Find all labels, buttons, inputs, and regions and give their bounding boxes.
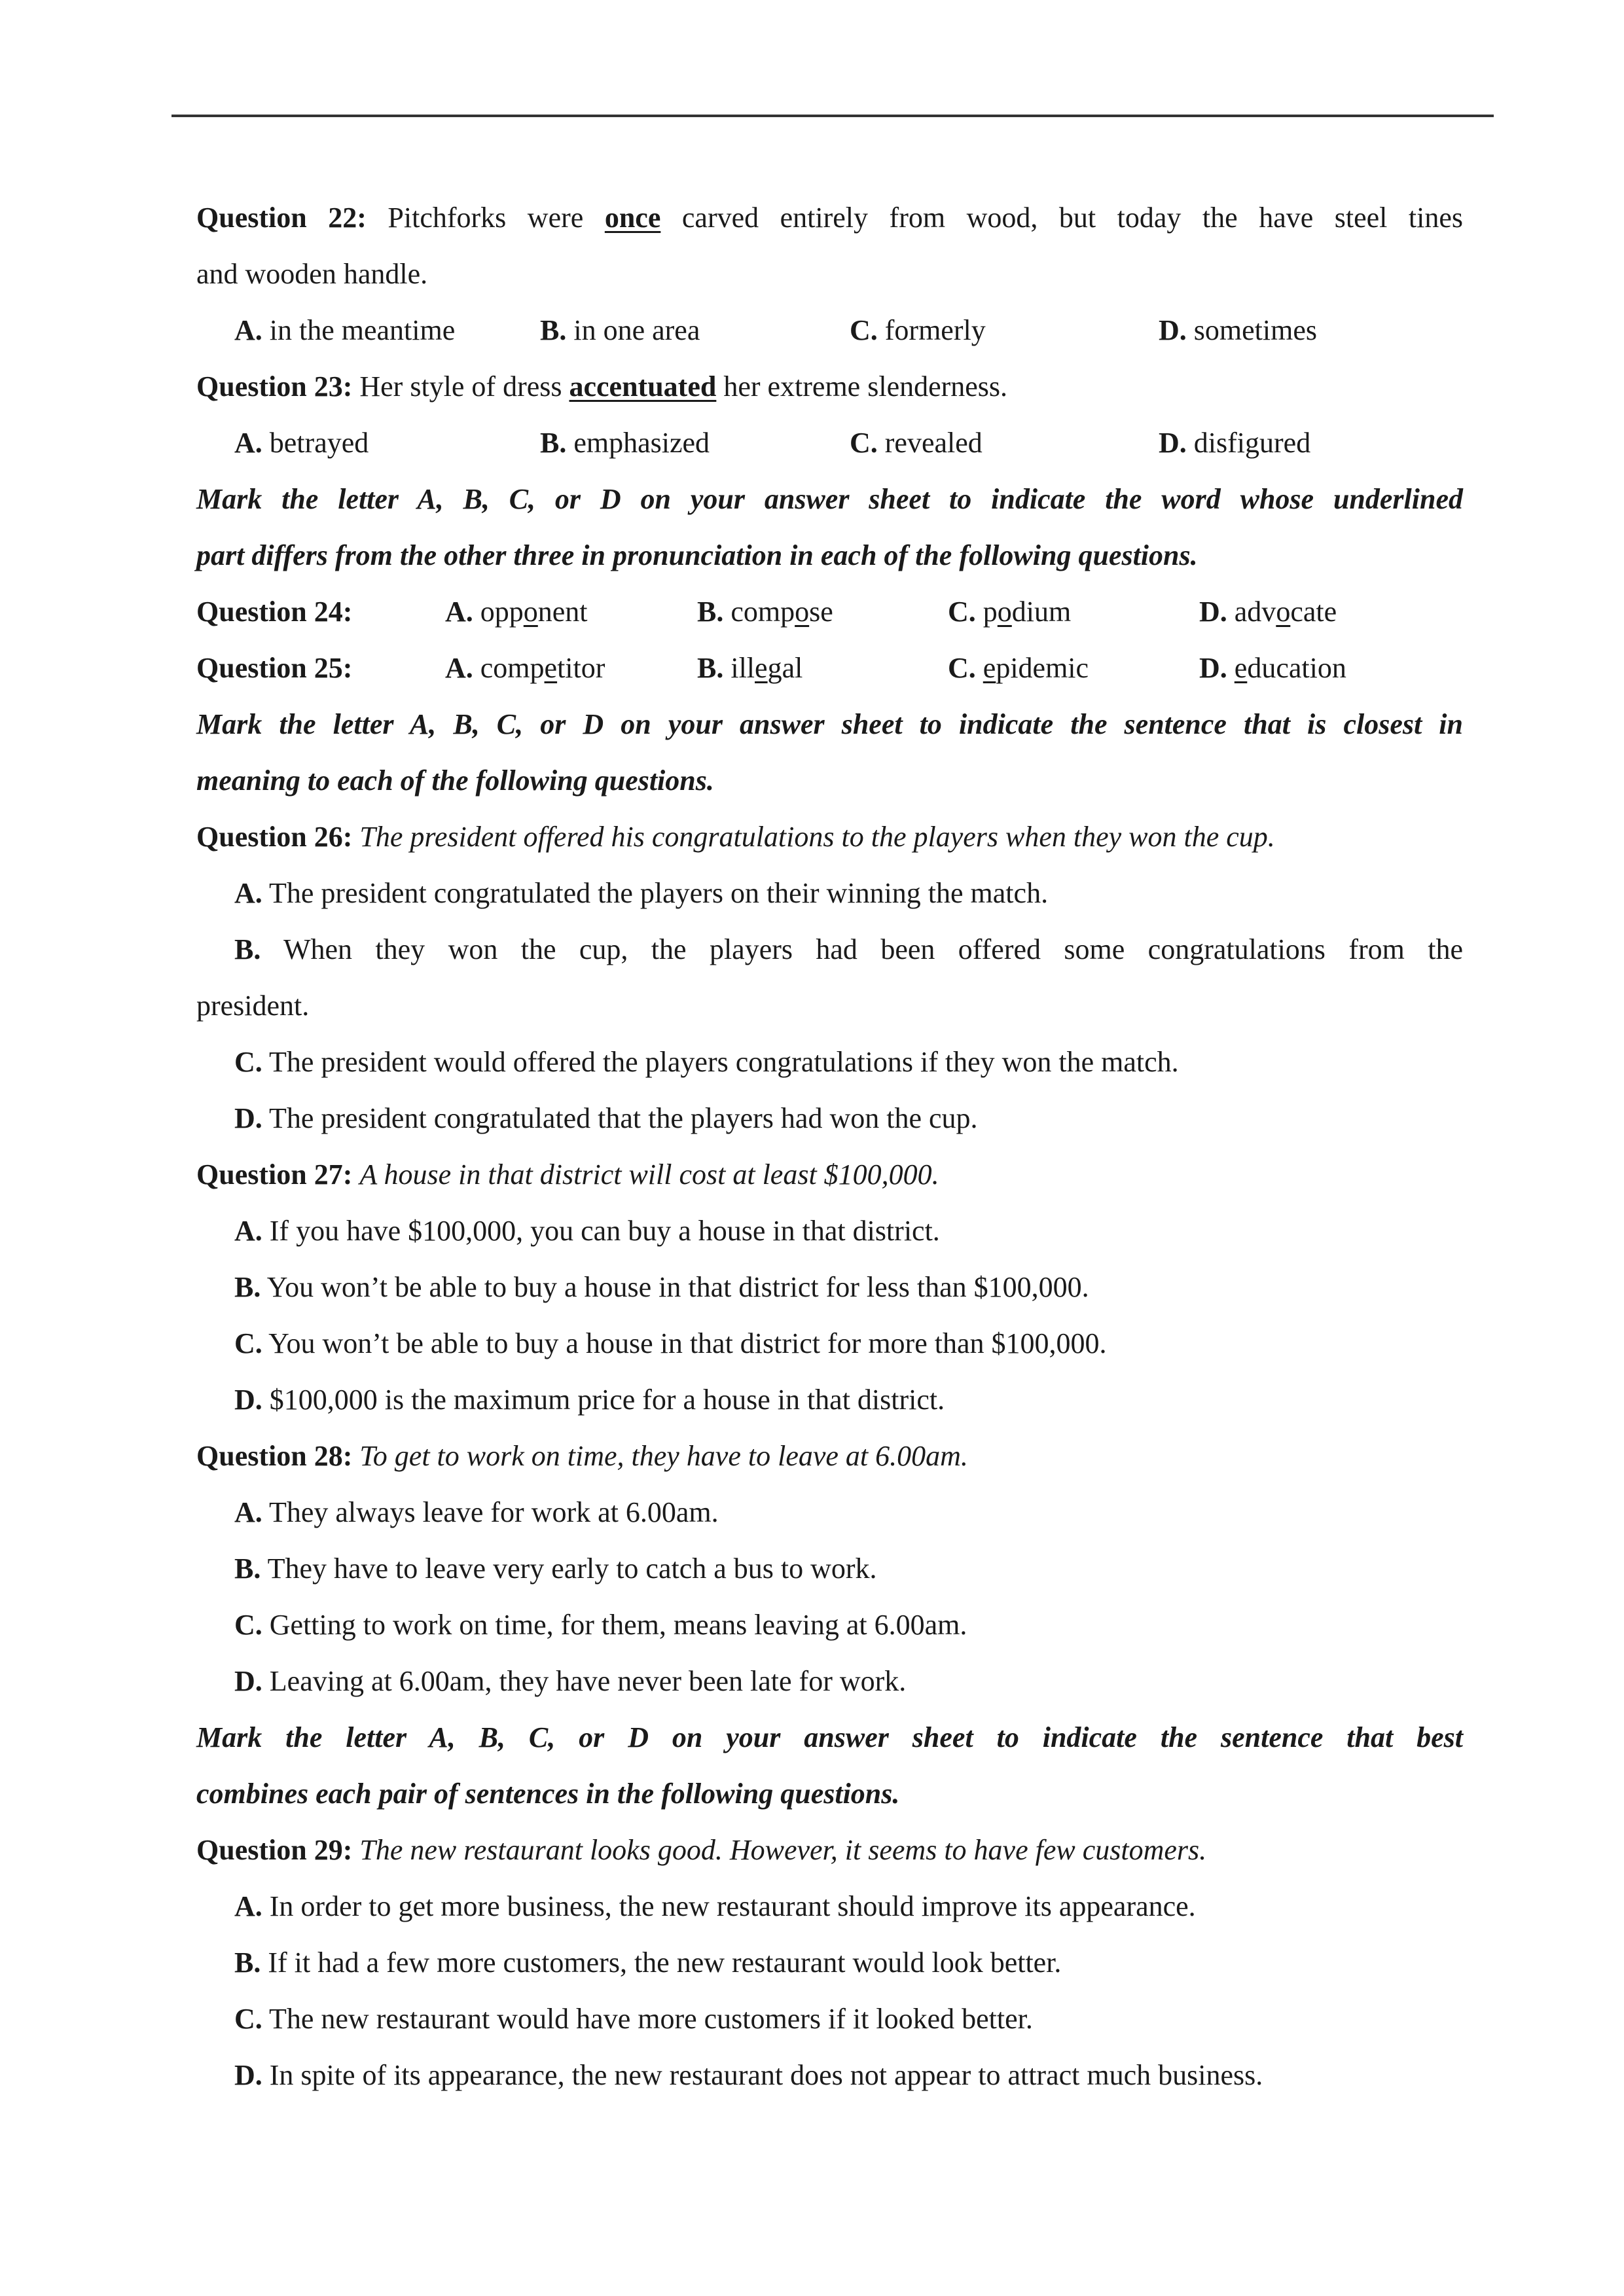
instruction-combine-line-1: Mark the letter A, B, C, or D on your answer sheet to indicate the sentence that best: [196, 1721, 1463, 1753]
option-b[interactable]: B. You won’t be able to buy a house in that district for less than $100,000.: [234, 1271, 1089, 1303]
question-label: Question 26:: [196, 821, 353, 853]
question-22-options: [196, 302, 1463, 359]
question-label: Question 27:: [196, 1158, 353, 1191]
option-a[interactable]: A. opponent: [445, 596, 588, 628]
question-28-stem: Question 28: To get to work on time, they have to leave at 6.00am.: [196, 1440, 968, 1472]
option-d[interactable]: D. In spite of its appearance, the new restaurant does not appear to attract much business.: [234, 2059, 1263, 2091]
option-d[interactable]: D. sometimes: [1159, 314, 1317, 346]
header-rule: [171, 115, 1494, 117]
option-b[interactable]: B. illegal: [697, 652, 803, 684]
option-d[interactable]: D. disfigured: [1159, 427, 1311, 459]
option-a[interactable]: A. If you have $100,000, you can buy a house in that district.: [234, 1215, 940, 1247]
option-a[interactable]: A. The president congratulated the players on their winning the match.: [234, 877, 1049, 909]
option-c[interactable]: C. revealed: [850, 427, 983, 459]
question-24: [196, 584, 1463, 640]
option-c[interactable]: C. You won’t be able to buy a house in that district for more than $100,000.: [234, 1327, 1107, 1359]
question-label: Question 25:: [196, 652, 353, 684]
question-22-stem-continued: and wooden handle.: [196, 258, 428, 290]
worksheet-page: [196, 190, 1463, 2104]
question-25: [196, 640, 1463, 696]
question-label: Question 29:: [196, 1834, 353, 1866]
option-c[interactable]: C. formerly: [850, 314, 986, 346]
question-23-stem: Question 23: Her style of dress accentuated her extreme slenderness.: [196, 370, 1008, 403]
option-a[interactable]: A. competitor: [445, 652, 605, 684]
option-b[interactable]: B. They have to leave very early to catch a bus to work.: [234, 1552, 877, 1585]
question-23-options: [196, 415, 1463, 471]
option-b[interactable]: B. If it had a few more customers, the new restaurant would look better.: [234, 1946, 1062, 1979]
question-label: Question 23:: [196, 370, 353, 403]
option-a[interactable]: A. In order to get more business, the new restaurant should improve its appearance.: [234, 1890, 1196, 1922]
instruction-closest-line-2: meaning to each of the following questions.: [196, 764, 714, 797]
option-b[interactable]: B. compose: [697, 596, 833, 628]
option-a[interactable]: A. in the meantime: [234, 314, 456, 346]
question-label: Question 22:: [196, 202, 367, 234]
underlined-keyword: accentuated: [569, 370, 717, 403]
instruction-closest-line-1: Mark the letter A, B, C, or D on your answer sheet to indicate the sentence that is closest in: [196, 708, 1463, 740]
underlined-keyword: once: [604, 202, 661, 234]
question-22-stem: Question 22: Pitchforks were once carved entirely from wood, but today the have steel tines: [196, 202, 1464, 234]
option-c[interactable]: C. podium: [948, 596, 1072, 628]
option-d[interactable]: D. Leaving at 6.00am, they have never been late for work.: [234, 1665, 907, 1697]
instruction-pronunciation-line-1: Mark the letter A, B, C, or D on your answer sheet to indicate the word whose underlined: [196, 483, 1463, 515]
option-c[interactable]: C. The president would offered the players congratulations if they won the match.: [234, 1046, 1179, 1078]
option-d[interactable]: D. $100,000 is the maximum price for a house in that district.: [234, 1384, 945, 1416]
option-c[interactable]: C. The new restaurant would have more customers if it looked better.: [234, 2003, 1033, 2035]
instruction-pronunciation-line-2: part differs from the other three in pronunciation in each of the following questions.: [196, 539, 1198, 571]
question-label: Question 28:: [196, 1440, 353, 1472]
option-d[interactable]: D. The president congratulated that the players had won the cup.: [234, 1102, 978, 1134]
option-b[interactable]: B. When they won the cup, the players had been offered some congratulations from the: [234, 933, 1463, 965]
option-a[interactable]: A. betrayed: [234, 427, 369, 459]
option-c[interactable]: C. Getting to work on time, for them, means leaving at 6.00am.: [234, 1609, 967, 1641]
question-27-stem: Question 27: A house in that district will cost at least $100,000.: [196, 1158, 939, 1191]
option-c[interactable]: C. epidemic: [948, 652, 1089, 684]
option-d[interactable]: D. advocate: [1199, 596, 1337, 628]
instruction-combine-line-2: combines each pair of sentences in the following questions.: [196, 1778, 900, 1810]
question-label: Question 24:: [196, 596, 353, 628]
option-d[interactable]: D. education: [1199, 652, 1346, 684]
option-b-continued: president.: [196, 990, 310, 1022]
question-26-stem: Question 26: The president offered his congratulations to the players when they won the cup.: [196, 821, 1275, 853]
option-a[interactable]: A. They always leave for work at 6.00am.: [234, 1496, 719, 1528]
option-b[interactable]: B. in one area: [540, 314, 700, 346]
question-29-stem: Question 29: The new restaurant looks good. However, it seems to have few customers.: [196, 1834, 1207, 1866]
option-b[interactable]: B. emphasized: [540, 427, 710, 459]
